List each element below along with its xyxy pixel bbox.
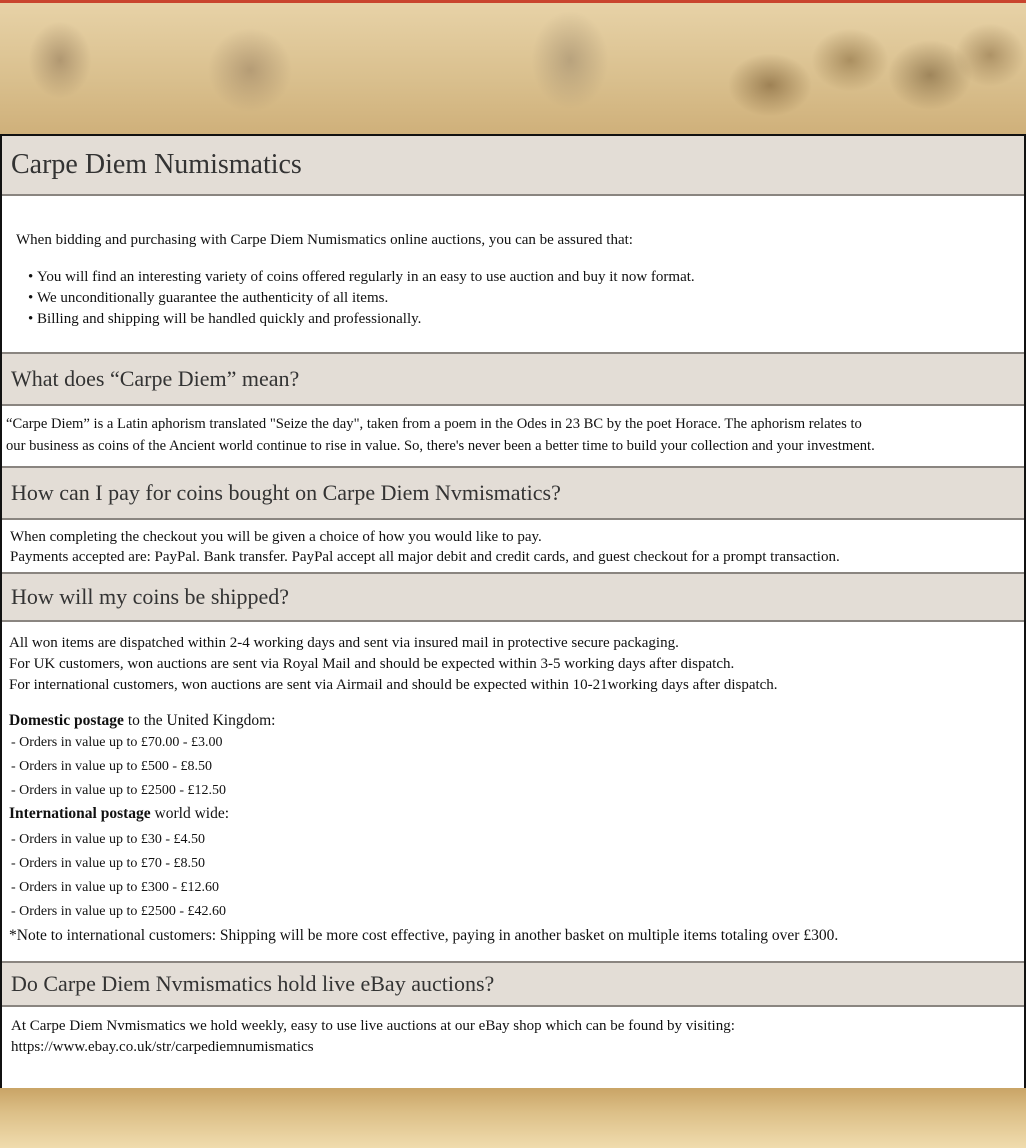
ebay-line: At Carpe Diem Nvmismatics we hold weekly, easy to use live auctions at our eBay shop which can be found by visiting:: [11, 1018, 735, 1034]
carpe-line: “Carpe Diem” is a Latin aphorism translated "Seize the day", taken from a poem in the Odes in 23 BC by the poet Horace. The aphorism relates to: [6, 416, 862, 432]
domestic-postage-bold: Domestic postage: [9, 712, 124, 729]
banner-top-stripe: [0, 0, 1026, 3]
footer-parchment: [0, 1088, 1026, 1148]
ship-line: For UK customers, won auctions are sent via Royal Mail and should be expected within 3-5 working days after dispatch.: [9, 656, 735, 672]
shipping-note: *Note to international customers: Shipping will be more cost effective, paying in another basket on multiple items totaling over £300.: [9, 927, 839, 944]
ship-line: All won items are dispatched within 2-4 working days and sent via insured mail in protective secure packaging.: [9, 635, 679, 651]
intl-postage-rest: world wide:: [150, 805, 230, 822]
pay-line: When completing the checkout you will be given a choice of how you would like to pay.: [10, 529, 542, 545]
pay-line: Payments accepted are: PayPal. Bank transfer. PayPal accept all major debit and credit cards, and guest checkout for a prompt transaction.: [10, 549, 840, 565]
domestic-rate: - Orders in value up to £500 - £8.50: [11, 759, 213, 774]
carpe-line: our business as coins of the Ancient world continue to rise in value. So, there's never been a better time to build your collection and your investment.: [6, 438, 875, 454]
ship-section: [2, 622, 1024, 961]
page-title: Carpe Diem Numismatics: [2, 136, 1024, 196]
intro-bullet: • You will find an interesting variety of coins offered regularly in an easy to use auction and buy it now format.: [28, 267, 1024, 288]
header-banner: [0, 0, 1026, 135]
intro-bullet-list: [28, 267, 1024, 330]
content-frame: [0, 134, 1026, 1090]
domestic-rate: - Orders in value up to £2500 - £12.50: [11, 783, 227, 798]
ebay-section: [2, 1007, 1024, 1058]
intl-postage-bold: International postage: [9, 805, 151, 822]
pay-section: [2, 520, 1024, 572]
ebay-shop-link[interactable]: https://www.ebay.co.uk/str/carpediemnumismatics: [11, 1039, 314, 1055]
intl-rate: - Orders in value up to £70 - £8.50: [11, 856, 206, 871]
domestic-postage-heading: [9, 710, 1024, 731]
intro-text: When bidding and purchasing with Carpe Diem Numismatics online auctions, you can be assured that:: [16, 232, 633, 248]
pay-heading: How can I pay for coins bought on Carpe Diem Nvmismatics?: [2, 466, 1024, 520]
intl-rate: - Orders in value up to £2500 - £42.60: [11, 904, 227, 919]
intl-rate: - Orders in value up to £30 - £4.50: [11, 832, 206, 847]
ship-line: For international customers, won auctions are sent via Airmail and should be expected within 10-21working days after dispatch.: [9, 677, 778, 693]
ship-heading: How will my coins be shipped?: [2, 572, 1024, 622]
intro-bullet: • Billing and shipping will be handled quickly and professionally.: [28, 309, 1024, 330]
carpe-heading: What does “Carpe Diem” mean?: [2, 352, 1024, 406]
intro-bullet: • We unconditionally guarantee the authenticity of all items.: [28, 288, 1024, 309]
ebay-heading: Do Carpe Diem Nvmismatics hold live eBay auctions?: [2, 961, 1024, 1007]
intl-rate: - Orders in value up to £300 - £12.60: [11, 880, 220, 895]
domestic-postage-rest: to the United Kingdom:: [123, 712, 276, 729]
intro-section: [2, 196, 1024, 352]
intl-postage-heading: [9, 803, 1024, 824]
carpe-section: [2, 406, 1024, 466]
domestic-rate: - Orders in value up to £70.00 - £3.00: [11, 735, 223, 750]
